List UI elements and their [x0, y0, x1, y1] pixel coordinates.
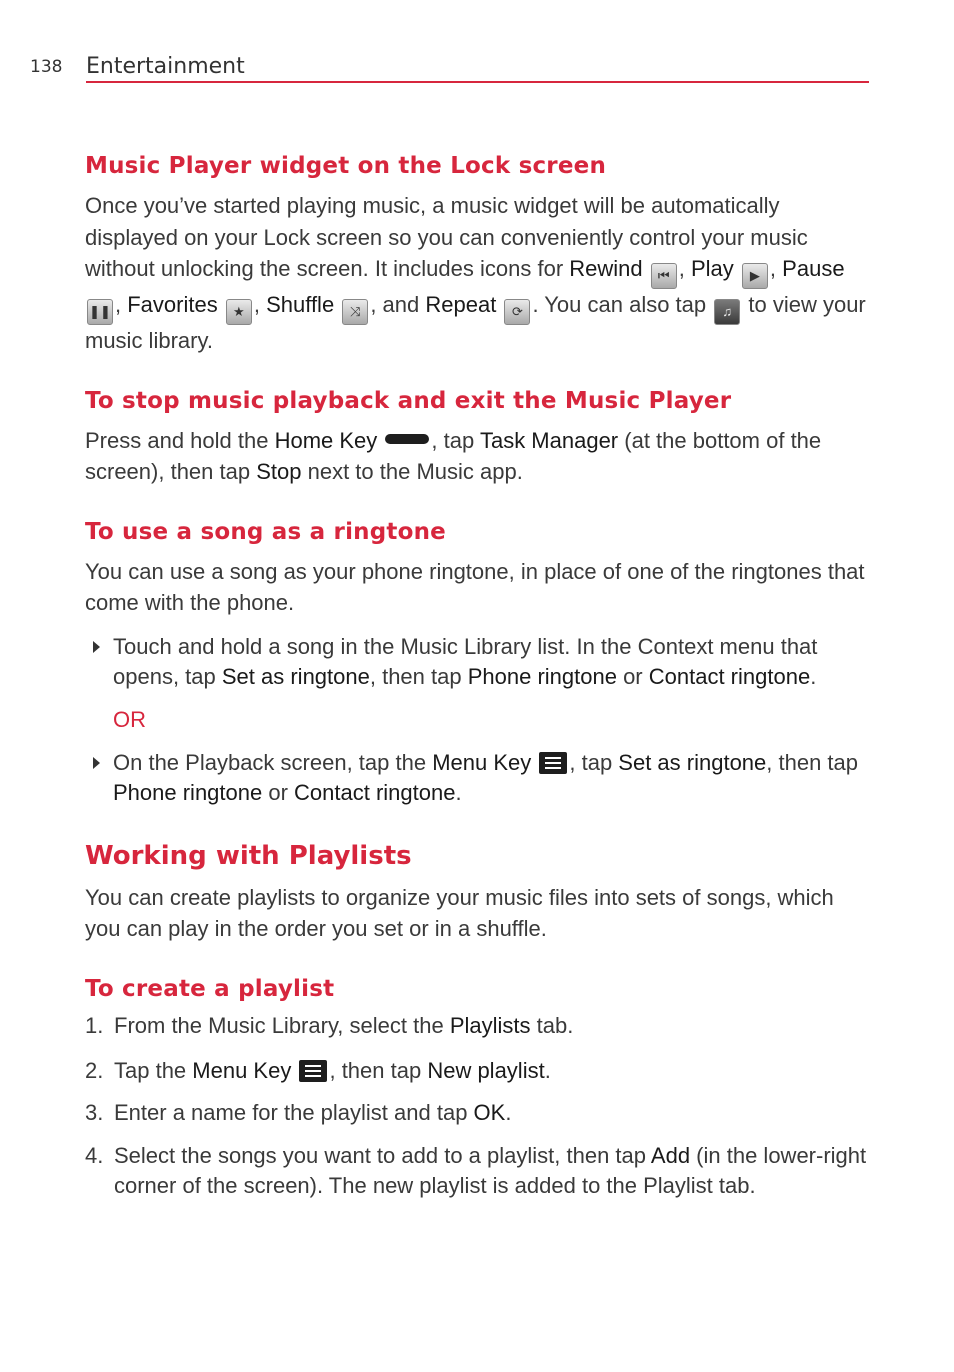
- music-library-icon: ♫: [714, 299, 740, 325]
- running-header: Entertainment: [86, 54, 245, 79]
- shuffle-icon: ⤨: [342, 299, 368, 325]
- list-item: 3. Enter a name for the playlist and tap OK.: [85, 1099, 512, 1125]
- heading-lock-screen-widget: Music Player widget on the Lock screen: [85, 153, 607, 179]
- list-item: On the Playback screen, tap the Menu Key , tap Set as ringtone, then tap Phone ringtone or Contact ringtone.: [85, 748, 875, 808]
- menu-key-icon: [299, 1060, 327, 1082]
- bullet-arrow-icon: [93, 757, 100, 769]
- paragraph-lock-screen-widget: Once you’ve started playing music, a music widget will be automatically displayed on your Lock screen so you can conveniently control your music without unlocking the screen. It includes icons for Rewind ⏮ , Play ▶ , Pause ❚❚ , Favorites ★ , Shuffle ⤨ , and Repeat ⟳ . You can also tap ♫ to view your music library.: [85, 193, 866, 353]
- repeat-icon: ⟳: [504, 299, 530, 325]
- list-item: 1. From the Music Library, select the Playlists tab.: [85, 1012, 574, 1038]
- page-content: [85, 150, 875, 1201]
- bullet-arrow-icon: [93, 641, 100, 653]
- paragraph-playlists-intro: You can create playlists to organize your music files into sets of songs, which you can play in the order you set or in a shuffle.: [85, 884, 834, 941]
- favorites-star-icon: ★: [226, 299, 252, 325]
- play-icon: ▶: [742, 263, 768, 289]
- heading-stop-playback: To stop music playback and exit the Music Player: [85, 387, 732, 414]
- heading-song-as-ringtone: To use a song as a ringtone: [85, 518, 446, 545]
- menu-key-icon: [539, 752, 567, 774]
- paragraph-ringtone-intro: You can use a song as your phone ringtone, in place of one of the ringtones that come with the phone.: [85, 558, 865, 615]
- or-separator: OR: [113, 706, 146, 732]
- page-number: 138: [30, 57, 63, 77]
- pause-icon: ❚❚: [87, 299, 113, 325]
- list-item: 4. Select the songs you want to add to a playlist, then tap Add (in the lower-right corner of the screen). The new playlist is added to the Playlist tab.: [85, 1142, 867, 1198]
- heading-create-playlist: To create a playlist: [85, 975, 335, 1002]
- heading-working-with-playlists: Working with Playlists: [85, 840, 412, 871]
- home-key-icon: [385, 434, 429, 444]
- rewind-icon: ⏮: [651, 263, 677, 289]
- header-rule: [86, 81, 869, 83]
- list-item: Touch and hold a song in the Music Library list. In the Context menu that opens, tap Set as ringtone, then tap Phone ringtone or Contact ringtone.: [85, 632, 875, 692]
- list-item: 2. Tap the Menu Key , then tap New playlist.: [85, 1057, 551, 1083]
- paragraph-stop-playback: Press and hold the Home Key , tap Task Manager (at the bottom of the screen), then tap Stop next to the Music app.: [85, 427, 822, 484]
